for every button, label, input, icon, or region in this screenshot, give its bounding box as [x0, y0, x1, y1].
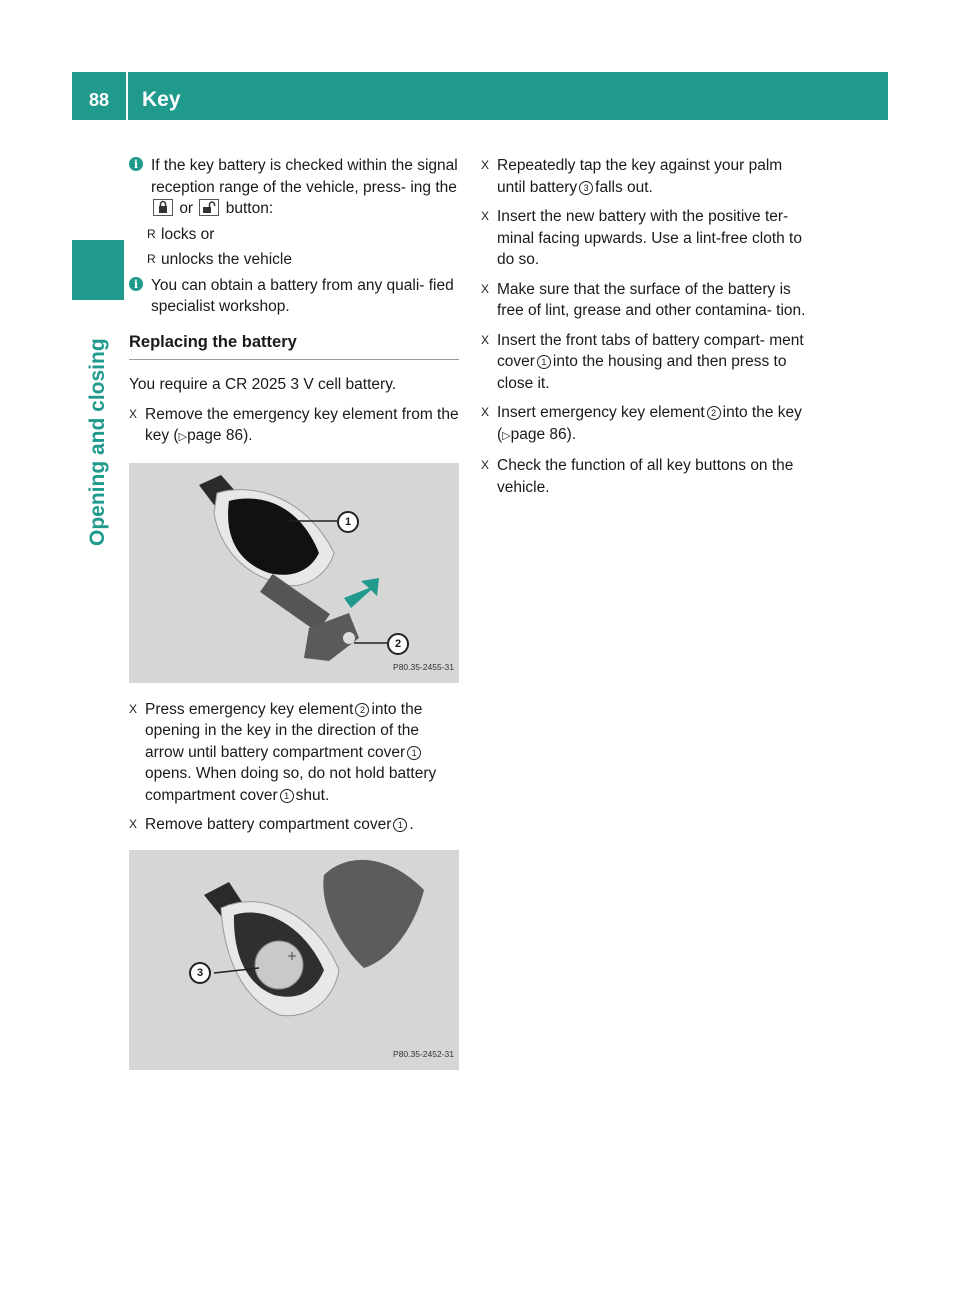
unlock-button-icon — [199, 199, 219, 216]
intro-text: You require a CR 2025 3 V cell battery. — [129, 376, 397, 393]
step: X Remove the emergency key element from the key (▷page 86). — [129, 405, 459, 444]
info-note: i If the key battery is checked within the signal reception range of the vehicle, press- ing the or button: — [129, 155, 459, 220]
page-ref-icon: ▷ — [502, 429, 511, 442]
step-icon: X — [129, 701, 138, 716]
page-header — [72, 72, 888, 120]
info-icon: i — [129, 277, 143, 291]
svg-text:+: + — [287, 948, 298, 963]
info-icon: i — [129, 157, 143, 171]
header-divider — [126, 72, 128, 120]
bullet-icon: R — [147, 252, 156, 266]
lock-button-icon — [153, 199, 173, 216]
section-tab — [72, 240, 124, 300]
callout-ref: 1 — [537, 355, 551, 369]
step: X Insert emergency key element 2 into the key (▷page 86). — [481, 404, 802, 443]
callout-1: 1 — [337, 511, 359, 533]
callout-ref: 3 — [579, 181, 593, 195]
key-cover-illustration — [129, 463, 459, 683]
step: X Check the function of all key buttons on the vehicle. — [481, 457, 794, 496]
info-note: i You can obtain a battery from any quali- fied specialist workshop. — [129, 275, 459, 318]
step-icon: X — [481, 458, 490, 472]
battery-illustration — [129, 850, 459, 1070]
callout-2: 2 — [387, 633, 409, 655]
battery-compartment-illustration — [129, 850, 459, 1070]
callout-ref: 2 — [355, 703, 369, 717]
page-number: 88 — [88, 90, 110, 110]
step-icon: X — [481, 332, 490, 347]
step-icon: X — [481, 209, 490, 223]
callout-ref: 1 — [280, 789, 294, 803]
figure-code: P80.35-2452-31 — [393, 1049, 454, 1059]
step-icon: X — [481, 158, 490, 172]
page-reference-link[interactable]: page 86 — [187, 427, 244, 444]
step: X Remove battery compartment cover 1 . — [129, 814, 459, 836]
step-icon: X — [481, 405, 490, 419]
section-label: Opening and closing — [86, 338, 109, 546]
lock-result-list — [147, 224, 459, 271]
step: X Insert the new battery with the positive ter- minal facing upwards. Use a lint-free cloth to do so. — [481, 208, 802, 268]
step-icon: X — [129, 817, 138, 831]
left-column — [129, 155, 459, 1086]
bullet-icon: R — [147, 226, 156, 241]
page-reference-link[interactable]: page 86 — [510, 425, 567, 443]
key-illustration — [129, 463, 459, 683]
callout-ref: 1 — [393, 818, 407, 832]
right-column — [481, 155, 813, 506]
list-item: R locks or — [147, 224, 459, 246]
callout-3: 3 — [189, 962, 211, 984]
page-title: Key — [142, 88, 181, 111]
callout-ref: 2 — [707, 406, 721, 420]
section-heading: Replacing the battery — [129, 332, 459, 361]
figure-code: P80.35-2455-31 — [393, 662, 454, 672]
step: X Make sure that the surface of the battery is free of lint, grease and other contamina- tion. — [481, 280, 806, 319]
step-icon: X — [129, 406, 138, 421]
callout-ref: 1 — [407, 746, 421, 760]
step: X Press emergency key element 2 into the opening in the key in the direction of the arrow until battery compartment cover 1opens. When doing so, do not hold battery compartment cover 1 shut. — [129, 700, 437, 804]
step: X Insert the front tabs of battery compart- ment cover 1 into the housing and then press to close it. — [481, 331, 804, 392]
list-item: R unlocks the vehicle — [147, 249, 459, 271]
step: X Repeatedly tap the key against your palm until battery 3 falls out. — [481, 157, 783, 196]
step-icon: X — [481, 281, 490, 296]
page-ref-icon: ▷ — [178, 431, 188, 443]
